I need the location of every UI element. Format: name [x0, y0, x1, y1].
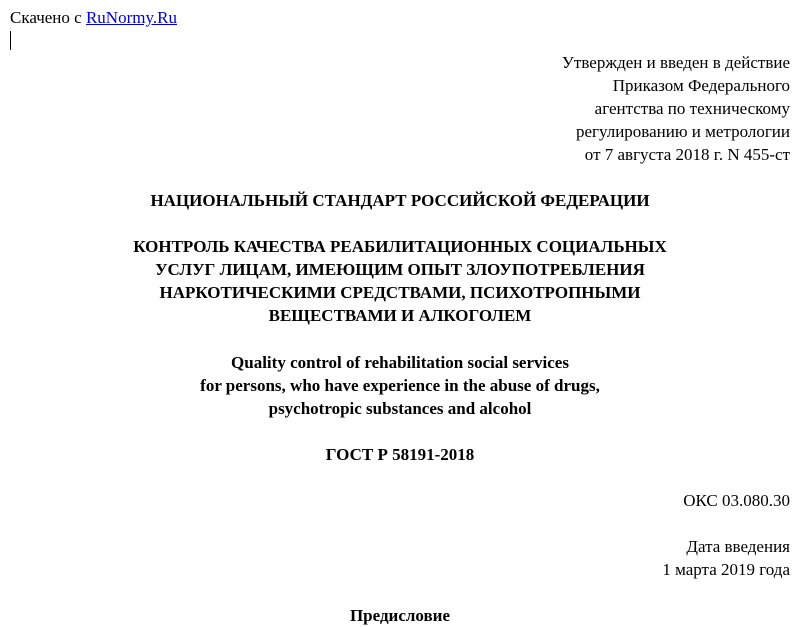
- foreword-heading: Предисловие: [349, 606, 451, 625]
- english-title-line: for persons, who have experience in the abuse of drugs,: [200, 376, 600, 395]
- russian-title-line: КОНТРОЛЬ КАЧЕСТВА РЕАБИЛИТАЦИОННЫХ СОЦИАЛЬНЫХ: [133, 237, 667, 256]
- source-link[interactable]: RuNormy.Ru: [85, 8, 177, 27]
- english-title: [0, 351, 800, 420]
- english-title-line: Quality control of rehabilitation social services: [231, 353, 569, 372]
- standard-type-heading: НАЦИОНАЛЬНЫЙ СТАНДАРТ РОССИЙСКОЙ ФЕДЕРАЦИИ: [150, 191, 650, 210]
- approval-block: [562, 51, 790, 166]
- oks-code: ОКС 03.080.30: [683, 491, 790, 510]
- english-title-line: psychotropic substances and alcohol: [268, 399, 532, 418]
- russian-title-line: ВЕЩЕСТВАМИ И АЛКОГОЛЕМ: [268, 306, 532, 325]
- russian-title-line: НАРКОТИЧЕСКИМИ СРЕДСТВАМИ, ПСИХОТРОПНЫМИ: [159, 283, 641, 302]
- approval-line: от 7 августа 2018 г. N 455-ст: [584, 145, 790, 164]
- gost-number: ГОСТ Р 58191-2018: [325, 445, 475, 464]
- approval-line: агентства по техническому: [594, 99, 790, 118]
- russian-title-line: УСЛУГ ЛИЦАМ, ИМЕЮЩИМ ОПЫТ ЗЛОУПОТРЕБЛЕНИЯ: [155, 260, 645, 279]
- intro-date-label: Дата введения: [686, 537, 790, 556]
- approval-line: Утвержден и введен в действие: [561, 53, 790, 72]
- text-cursor: [10, 31, 11, 50]
- approval-line: регулированию и метрологии: [575, 122, 790, 141]
- intro-date-value: 1 марта 2019 года: [662, 560, 790, 579]
- introduction-date: [662, 535, 790, 581]
- source-line: [10, 6, 177, 29]
- russian-title: [0, 235, 800, 327]
- source-prefix: Скачено с: [10, 8, 86, 27]
- approval-line: Приказом Федерального: [612, 76, 790, 95]
